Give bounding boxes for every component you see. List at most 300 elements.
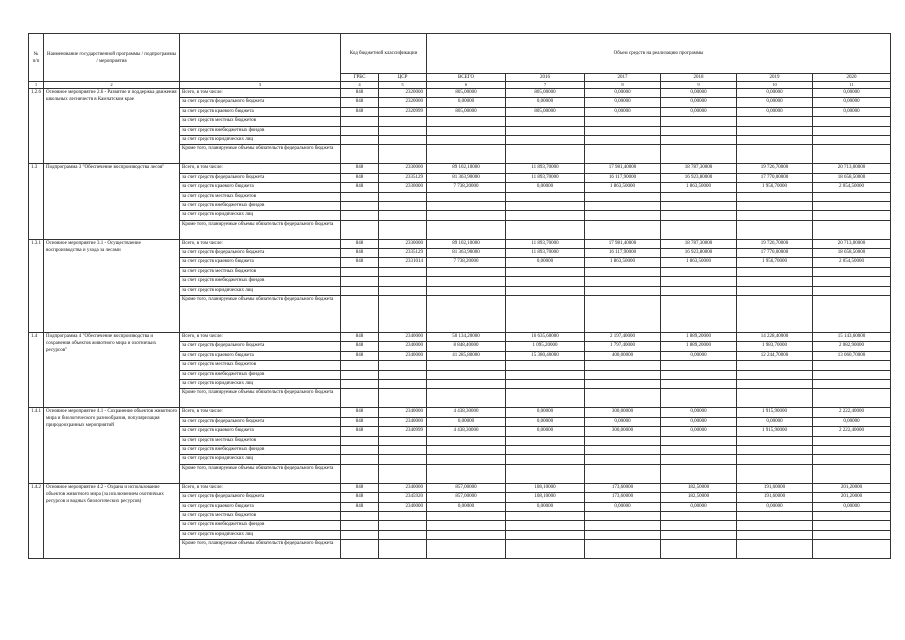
year-value-cell [737,277,813,286]
csr-cell: 2330000 [379,239,427,248]
year-value-cell: 0,00000 [813,98,891,107]
csr-cell: 2320000 [379,98,427,107]
year-value-cell [737,436,813,445]
year-value-cell: 0,00000 [585,107,661,116]
grbs-cell: 848 [341,417,379,426]
year-value-cell [661,211,737,220]
year-value-cell [813,389,891,408]
csr-cell [379,464,427,483]
csr-cell [379,192,427,201]
year-value-cell: 0,00000 [661,502,737,511]
year-value-cell [506,286,585,295]
grbs-cell [341,389,379,408]
year-value-cell: 0,00000 [585,417,661,426]
colnum: 5 [379,82,427,89]
header-grbs: ГРБС [341,74,379,82]
year-value-cell: 2 222,40000 [813,408,891,417]
year-value-cell: 108,10000 [506,493,585,502]
grbs-cell [341,464,379,483]
budget-document [28,33,890,559]
year-value-cell [737,521,813,530]
colnum: 9 [661,82,737,89]
year-value-cell: 1 797,40000 [585,342,661,351]
year-value-cell [585,267,661,276]
grbs-cell [341,277,379,286]
program-name: Основное мероприятие 4.1 - Сохранение объектов животного мира и биологического разнообразия, популяризация природоохранных мероприятий [44,408,180,483]
year-value-cell: 400,00000 [585,351,661,360]
csr-cell [379,201,427,210]
year-value-cell [813,464,891,483]
csr-cell [379,370,427,379]
year-value-cell [813,379,891,388]
csr-cell [379,379,427,388]
year-value-cell: 19 726,70000 [737,239,813,248]
year-value-cell: 1 863,50000 [661,183,737,192]
year-value-cell [813,117,891,126]
year-value-cell [813,135,891,144]
year-value-cell: 12 244,70000 [737,351,813,360]
year-value-cell: 0,00000 [737,98,813,107]
total-value-cell: 0,00000 [427,98,506,107]
funding-source-label: за счет средств федерального бюджета [180,417,341,426]
table-row [29,164,891,173]
year-value-cell [737,540,813,559]
year-value-cell [585,540,661,559]
csr-cell: 2331014 [379,258,427,267]
csr-cell [379,117,427,126]
year-value-cell [661,117,737,126]
total-value-cell: 50 134,20000 [427,333,506,342]
csr-cell: 2340000 [379,342,427,351]
row-number: 1.4 [29,333,44,408]
year-value-cell [661,361,737,370]
funding-source-label: за счет средств юридических лиц [180,286,341,295]
year-value-cell [737,455,813,464]
year-value-cell [585,220,661,239]
year-value-cell [661,296,737,333]
csr-cell: 2330000 [379,164,427,173]
csr-cell [379,445,427,454]
year-value-cell: 13 060,70000 [813,351,891,360]
csr-cell [379,220,427,239]
year-value-cell [737,267,813,276]
year-value-cell: 191,60000 [737,493,813,502]
year-value-cell: 20 713,00000 [813,239,891,248]
funding-source-label: за счет средств краевого бюджета [180,502,341,511]
funding-source-label: Кроме того, планируемые объемы обязательств федерального бюджета [180,296,341,333]
year-value-cell [813,436,891,445]
year-value-cell: 0,00000 [661,427,737,436]
year-value-cell: 2 054,50000 [813,183,891,192]
year-value-cell [585,379,661,388]
csr-cell [379,296,427,333]
grbs-cell: 848 [341,333,379,342]
year-value-cell [585,511,661,520]
grbs-cell [341,436,379,445]
total-value-cell [427,445,506,454]
csr-cell: 2340000 [379,408,427,417]
funding-source-label: за счет средств местных бюджетов [180,117,341,126]
funding-source-label: Всего, в том числе: [180,333,341,342]
grbs-cell: 848 [341,427,379,436]
year-value-cell: 0,00000 [813,502,891,511]
year-value-cell: 11 893,70000 [506,239,585,248]
csr-cell: 2340999 [379,427,427,436]
funding-source-label: Всего, в том числе: [180,239,341,248]
total-value-cell [427,379,506,388]
year-value-cell [813,445,891,454]
total-value-cell [427,145,506,164]
total-value-cell: 0,00000 [427,417,506,426]
year-value-cell [661,530,737,539]
year-value-cell [737,286,813,295]
year-value-cell: 16 117,90000 [585,173,661,182]
year-value-cell: 15 380,40000 [506,351,585,360]
year-value-cell: 2 197,40000 [585,333,661,342]
funding-source-label: за счет средств юридических лиц [180,135,341,144]
year-value-cell: 11 893,70000 [506,164,585,173]
year-value-cell [585,455,661,464]
year-value-cell [506,192,585,201]
grbs-cell [341,201,379,210]
header-volume: Объем средств на реализацию программы [427,34,891,74]
grbs-cell [341,117,379,126]
grbs-cell [341,370,379,379]
csr-cell: 2340000 [379,483,427,492]
year-value-cell [737,361,813,370]
colnum: 1 [29,82,44,89]
year-value-cell [813,361,891,370]
colnum: 2 [44,82,180,89]
year-value-cell [661,145,737,164]
column-number-row [29,82,891,89]
program-name: Подпрограмма 3 "Обеспечение воспроизводства лесов" [44,164,180,239]
year-value-cell: 182,50000 [661,493,737,502]
year-value-cell [585,211,661,220]
year-value-cell [585,192,661,201]
year-value-cell: 0,00000 [737,502,813,511]
total-value-cell [427,389,506,408]
year-value-cell: 0,00000 [661,417,737,426]
year-value-cell: 1 956,70000 [737,258,813,267]
csr-cell [379,135,427,144]
year-value-cell: 0,00000 [661,89,737,98]
total-value-cell [427,277,506,286]
year-value-cell [813,286,891,295]
total-value-cell [427,464,506,483]
year-value-cell: 18 658,50000 [813,173,891,182]
year-value-cell [585,370,661,379]
csr-cell [379,126,427,135]
header-num: № п/п [29,34,44,82]
year-value-cell [506,530,585,539]
year-value-cell [661,277,737,286]
year-value-cell [661,126,737,135]
grbs-cell: 848 [341,98,379,107]
funding-source-label: за счет средств местных бюджетов [180,192,341,201]
year-value-cell: 16 635,60000 [506,333,585,342]
year-value-cell [813,201,891,210]
year-value-cell [661,220,737,239]
year-value-cell [661,540,737,559]
year-value-cell [661,267,737,276]
year-value-cell: 201,20000 [813,493,891,502]
funding-source-label: за счет средств местных бюджетов [180,436,341,445]
total-value-cell: 81 363,90000 [427,173,506,182]
year-value-cell [737,445,813,454]
year-value-cell: 1 863,50000 [585,183,661,192]
year-value-cell: 2 082,90000 [813,342,891,351]
table-row [29,483,891,492]
year-value-cell [737,379,813,388]
funding-source-label: за счет средств юридических лиц [180,211,341,220]
year-value-cell [737,201,813,210]
total-value-cell [427,211,506,220]
total-value-cell: 857,00000 [427,483,506,492]
grbs-cell: 848 [341,89,379,98]
grbs-cell [341,135,379,144]
csr-cell: 2345920 [379,493,427,502]
year-value-cell [506,277,585,286]
grbs-cell: 848 [341,164,379,173]
header-row-top [29,34,891,74]
total-value-cell [427,220,506,239]
year-value-cell: 0,00000 [661,98,737,107]
funding-source-label: за счет средств внебюджетных фондов [180,126,341,135]
year-value-cell: 201,20000 [813,483,891,492]
csr-cell [379,267,427,276]
table-row [29,89,891,98]
year-value-cell: 0,00000 [813,107,891,116]
grbs-cell [341,126,379,135]
year-value-cell [813,455,891,464]
year-value-cell: 17 981,40000 [585,239,661,248]
grbs-cell [341,455,379,464]
funding-source-label: за счет средств федерального бюджета [180,173,341,182]
grbs-cell [341,211,379,220]
total-value-cell [427,455,506,464]
header-empty [180,34,341,82]
year-value-cell [813,220,891,239]
csr-cell: 2340000 [379,333,427,342]
header-year-2017: 2017 [585,74,661,82]
year-value-cell: 19 726,70000 [737,164,813,173]
funding-source-label: за счет средств краевого бюджета [180,258,341,267]
year-value-cell: 1 095,20000 [506,342,585,351]
funding-source-label: Всего, в том числе: [180,164,341,173]
csr-cell [379,540,427,559]
total-value-cell: 81 363,90000 [427,249,506,258]
colnum: 8 [585,82,661,89]
budget-table [28,33,891,559]
year-value-cell: 0,00000 [585,89,661,98]
csr-cell [379,211,427,220]
year-value-cell: 0,00000 [661,408,737,417]
grbs-cell [341,511,379,520]
year-value-cell [661,511,737,520]
year-value-cell: 0,00000 [506,502,585,511]
year-value-cell [813,126,891,135]
grbs-cell: 848 [341,483,379,492]
grbs-cell: 848 [341,351,379,360]
row-number: 1.4.1 [29,408,44,483]
funding-source-label: Всего, в том числе: [180,89,341,98]
csr-cell [379,361,427,370]
year-value-cell [585,117,661,126]
csr-cell [379,455,427,464]
csr-cell [379,277,427,286]
row-number: 1.4.2 [29,483,44,558]
funding-source-label: за счет средств юридических лиц [180,530,341,539]
year-value-cell: 1 915,90000 [737,408,813,417]
year-value-cell [506,296,585,333]
grbs-cell: 848 [341,408,379,417]
funding-source-label: за счет средств краевого бюджета [180,183,341,192]
total-value-cell: 805,00000 [427,89,506,98]
funding-source-label: за счет средств юридических лиц [180,379,341,388]
year-value-cell [737,370,813,379]
year-value-cell: 0,00000 [506,98,585,107]
year-value-cell [506,135,585,144]
year-value-cell [506,211,585,220]
funding-source-label: за счет средств юридических лиц [180,455,341,464]
year-value-cell: 11 893,70000 [506,249,585,258]
year-value-cell [506,370,585,379]
year-value-cell: 1 863,50000 [661,258,737,267]
year-value-cell [737,145,813,164]
year-value-cell: 0,00000 [813,417,891,426]
year-value-cell [585,296,661,333]
year-value-cell [661,445,737,454]
year-value-cell [661,436,737,445]
colnum: 7 [506,82,585,89]
row-number: 1.3.1 [29,239,44,332]
year-value-cell: 20 713,00000 [813,164,891,173]
header-total: ВСЕГО [427,74,506,82]
grbs-cell [341,296,379,333]
year-value-cell: 1 956,70000 [737,183,813,192]
total-value-cell [427,267,506,276]
year-value-cell [661,135,737,144]
year-value-cell: 0,00000 [737,107,813,116]
grbs-cell [341,220,379,239]
total-value-cell: 0,00000 [427,502,506,511]
year-value-cell [813,145,891,164]
funding-source-label: Всего, в том числе: [180,483,341,492]
funding-source-label: за счет средств краевого бюджета [180,427,341,436]
year-value-cell: 0,00000 [506,258,585,267]
grbs-cell [341,379,379,388]
table-row [29,408,891,417]
table-row [29,239,891,248]
program-name: Основное мероприятие 4.2 - Охрана и использование объектов животного мира (за исключением охотничьих ресурсов и водных биологических ресурсов) [44,483,180,558]
grbs-cell: 848 [341,107,379,116]
total-value-cell [427,286,506,295]
year-value-cell: 1 889,20000 [661,342,737,351]
year-value-cell [813,296,891,333]
year-value-cell: 0,00000 [506,408,585,417]
year-value-cell [585,277,661,286]
total-value-cell [427,192,506,201]
total-value-cell: 7 738,20000 [427,258,506,267]
year-value-cell [737,211,813,220]
program-name: Основное мероприятие 3.1 - Осуществление воспроизводства и ухода за лесами [44,239,180,332]
year-value-cell: 0,00000 [585,98,661,107]
row-number: 1.3 [29,164,44,239]
header-year-2016: 2016 [506,74,585,82]
header-year-2018: 2018 [661,74,737,82]
year-value-cell: 108,10000 [506,483,585,492]
year-value-cell: 300,00000 [585,427,661,436]
grbs-cell [341,267,379,276]
year-value-cell [661,201,737,210]
funding-source-label: за счет средств внебюджетных фондов [180,370,341,379]
grbs-cell [341,445,379,454]
year-value-cell: 11 893,70000 [506,173,585,182]
year-value-cell [661,455,737,464]
year-value-cell [661,389,737,408]
year-value-cell [506,445,585,454]
grbs-cell [341,530,379,539]
year-value-cell: 0,00000 [661,351,737,360]
total-value-cell [427,530,506,539]
year-value-cell: 2 054,50000 [813,258,891,267]
funding-source-label: за счет средств внебюджетных фондов [180,277,341,286]
funding-source-label: за счет средств федерального бюджета [180,493,341,502]
year-value-cell: 0,00000 [813,89,891,98]
grbs-cell: 848 [341,502,379,511]
year-value-cell: 16 923,80000 [661,173,737,182]
program-name: Подпрограмма 4 "Обеспечение воспроизводства и сохранения объектов животного мира и охотничьих ресурсов" [44,333,180,408]
year-value-cell [585,126,661,135]
year-value-cell: 17 981,40000 [585,164,661,173]
csr-cell [379,511,427,520]
csr-cell [379,286,427,295]
total-value-cell [427,201,506,210]
grbs-cell: 848 [341,342,379,351]
colnum: 4 [341,82,379,89]
year-value-cell [661,521,737,530]
grbs-cell: 848 [341,239,379,248]
csr-cell: 2330000 [379,183,427,192]
year-value-cell: 0,00000 [737,89,813,98]
year-value-cell [585,389,661,408]
header-year-2019: 2019 [737,74,813,82]
funding-source-label: Кроме того, планируемые объемы обязательств федерального бюджета [180,540,341,559]
funding-source-label: Кроме того, планируемые объемы обязательств федерального бюджета [180,389,341,408]
year-value-cell: 17 770,00000 [737,173,813,182]
year-value-cell: 18 787,30000 [661,239,737,248]
funding-source-label: за счет средств федерального бюджета [180,249,341,258]
table-row [29,333,891,342]
year-value-cell [585,201,661,210]
grbs-cell [341,361,379,370]
year-value-cell [585,445,661,454]
year-value-cell [506,117,585,126]
year-value-cell [737,511,813,520]
year-value-cell: 1 863,50000 [585,258,661,267]
funding-source-label: за счет средств местных бюджетов [180,361,341,370]
grbs-cell: 848 [341,249,379,258]
funding-source-label: за счет средств краевого бюджета [180,107,341,116]
grbs-cell [341,145,379,164]
year-value-cell [506,361,585,370]
colnum: 10 [737,82,813,89]
year-value-cell [737,296,813,333]
header-name: Наименование государственной программы / подпрограммы / мероприятия [44,34,180,82]
funding-source-label: Кроме того, планируемые объемы обязательств федерального бюджета [180,145,341,164]
year-value-cell: 0,00000 [506,417,585,426]
